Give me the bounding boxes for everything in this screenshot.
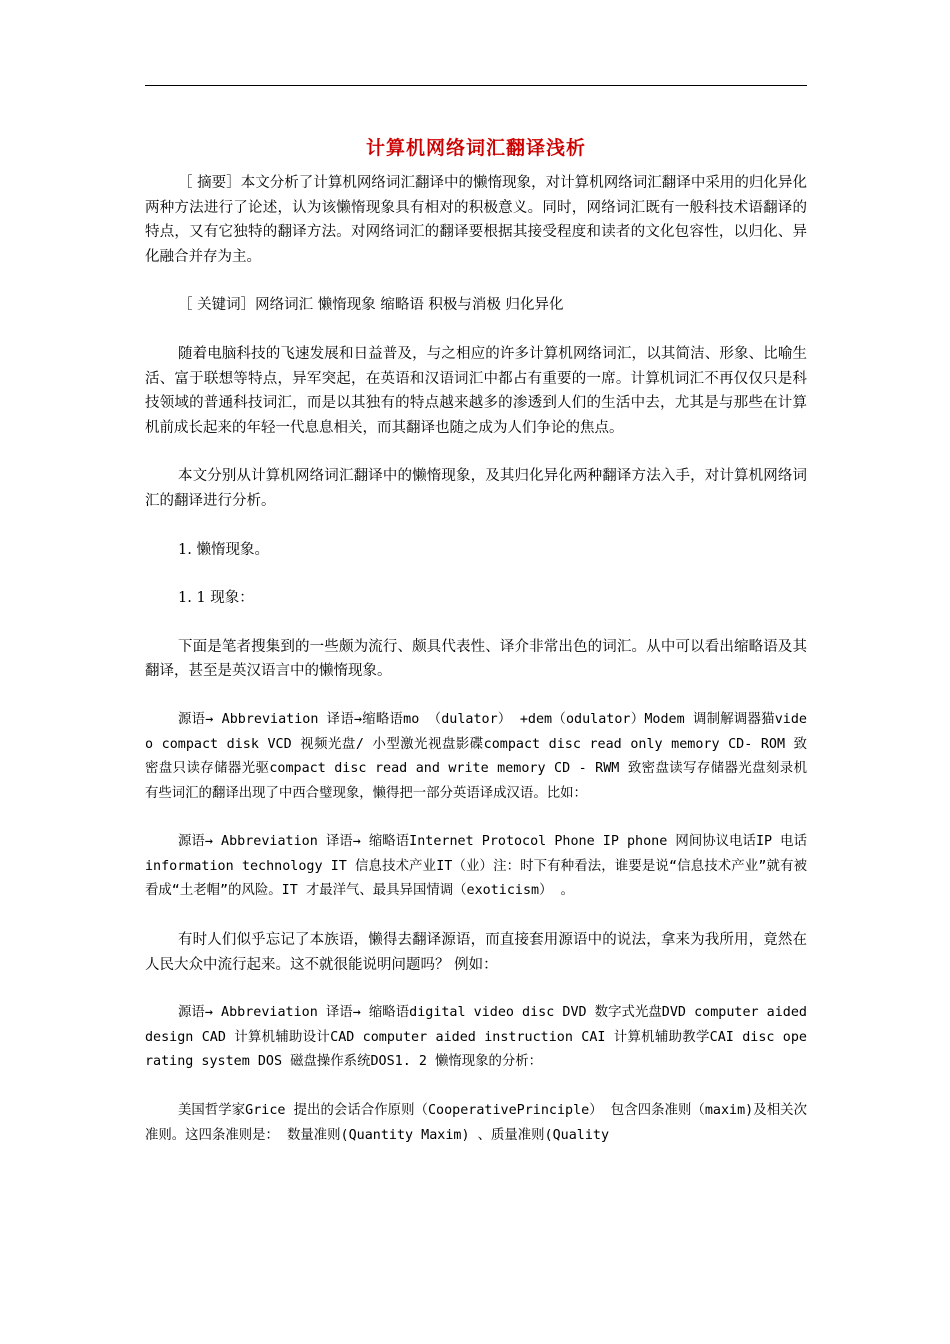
grice-paragraph: 美国哲学家Grice 提出的会话合作原则（CooperativePrinciple） 包含四条准则（maxim)及相关次准则。这四条准则是： 数量准则(Quantity Maxim) 、质量准则(Quality [145, 1103, 807, 1143]
intro-paragraph: 随着电脑科技的飞速发展和日益普及，与之相应的许多计算机网络词汇，以其简洁、形象、比喻生活、富于联想等特点，异军突起，在英语和汉语词汇中都占有重要的一席。计算机词汇不再仅仅只是科技领域的普通科技词汇，而是以其独有的特点越来越多的渗透到人们的生活中去，尤其是与那些在计算机前成长起来的年轻一代息息相关，而其翻译也随之成为人们争论的焦点。 [145, 345, 807, 436]
scope-paragraph: 本文分别从计算机网络词汇翻译中的懒惰现象，及其归化异化两种翻译方法入手，对计算机网络词汇的翻译进行分析。 [145, 468, 807, 509]
abbreviation-example-paragraph: 源语→ Abbreviation 译语→ 缩略语Internet Protocol Phone IP phone 网间协议电话IP 电话information technology IT 信息技术产业IT（业）注：时下有种看法，谁要是说“信息技术产业”就有被看成“土老帽”的风险。IT 才最洋气、最具异国情调（exoticism） 。 [145, 834, 807, 899]
keywords-paragraph: ［ 关键词］网络词汇 懒惰现象 缩略语 积极与消极 归化异化 [178, 297, 564, 314]
body-paragraph: 有时人们似乎忘记了本族语，懒得去翻译源语，而直接套用源语中的说法，拿来为我所用，竟然在人民大众中流行起来。这不就很能说明问题吗？ 例如： [145, 932, 807, 973]
abbreviation-example-paragraph: 源语→ Abbreviation 译语→ 缩略语digital video disc DVD 数字式光盘DVD computer aided design CAD 计算机辅助设计CAD computer aided instruction CAI 计算机辅助教学CAI disc operating system DOS 磁盘操作系统DOS1. 2 懒惰现象的分析： [145, 1005, 807, 1070]
abstract-paragraph: ［ 摘要］本文分析了计算机网络词汇翻译中的懒惰现象，对计算机网络词汇翻译中采用的归化异化两种方法进行了论述，认为该懒惰现象具有相对的积极意义。同时，网络词汇既有一般科技术语翻译的特点，又有它独特的翻译方法。对网络词汇的翻译要根据其接受程度和读者的文化包容性，以归化、异化融合并存为主。 [145, 175, 807, 265]
body-paragraph: 下面是笔者搜集到的一些颇为流行、颇具代表性、译介非常出色的词汇。从中可以看出缩略语及其翻译，甚至是英汉语言中的懒惰现象。 [145, 638, 807, 680]
document-title: 计算机网络词汇翻译浅析 [365, 136, 586, 159]
header-rule [145, 85, 807, 86]
section-heading-1: 1. 懒惰现象。 [178, 541, 269, 558]
abbreviation-example-paragraph: 源语→ Abbreviation 译语→缩略语mo （dulator） +dem（odulator）Modem 调制解调器猫video compact disk VCD 视频光盘/ 小型激光视盘影碟compact disc read only memory CD- ROM 致密盘只读存储器光驱compact disc read and write memory CD - RWM 致密盘读写存储器光盘刻录机有些词汇的翻译出现了中西合璧现象，懒得把一部分英语译成汉语。比如： [145, 711, 807, 801]
section-heading-1-1: 1. 1 现象： [178, 590, 254, 607]
document-body [145, 171, 807, 1172]
